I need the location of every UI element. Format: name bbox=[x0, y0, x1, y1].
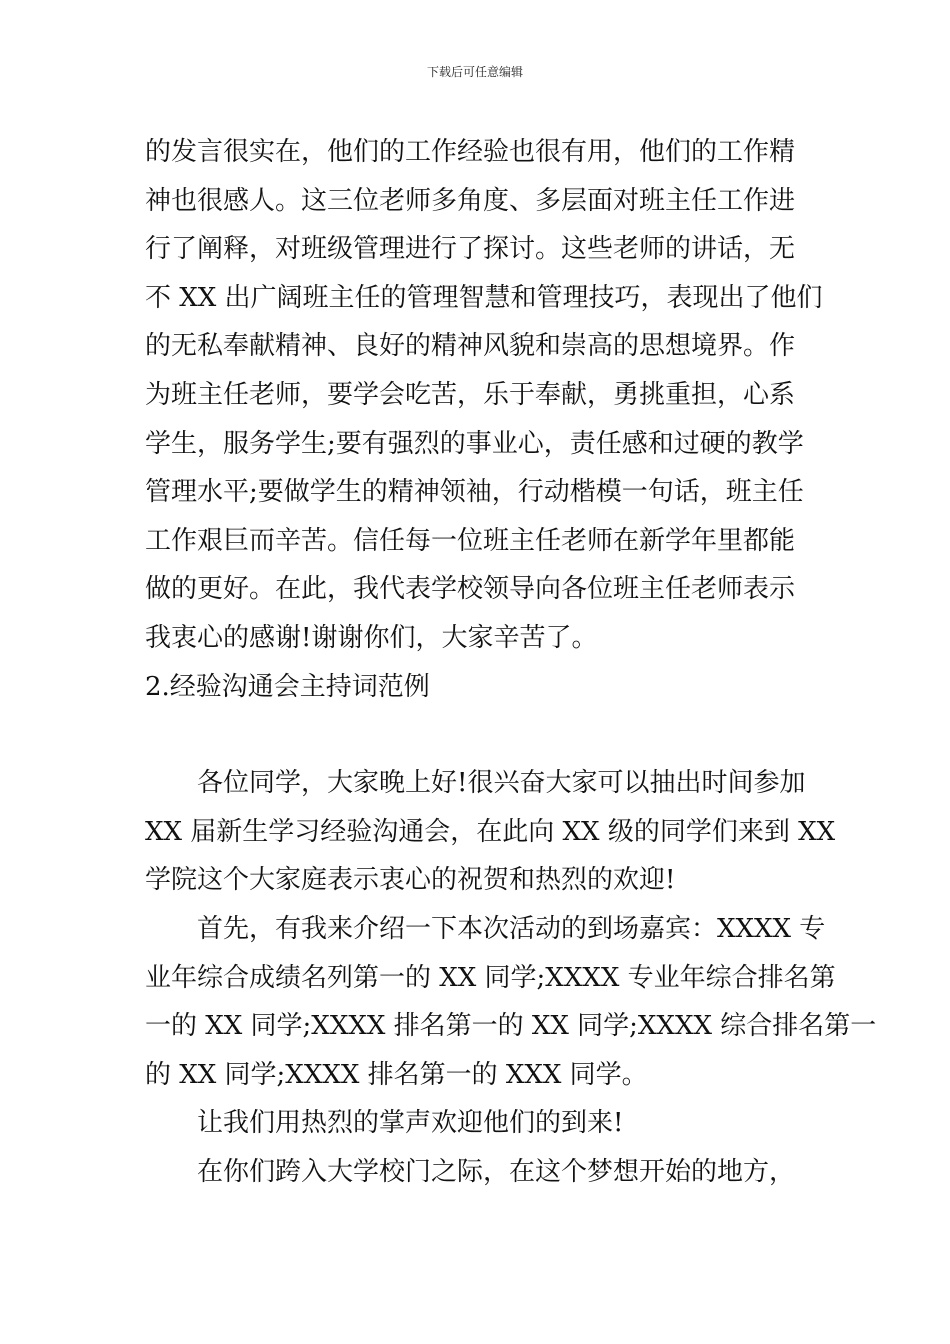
text-line: 的发言很实在，他们的工作经验也很有用，他们的工作精 bbox=[145, 137, 796, 167]
text-line: 学生，服务学生;要有强烈的事业心，责任感和过硬的教学 bbox=[145, 428, 804, 459]
text-line: 的无私奉献精神、良好的精神风貌和崇高的思想境界。作 bbox=[145, 331, 796, 362]
paragraph-3 bbox=[145, 905, 877, 1099]
paragraph-1 bbox=[145, 128, 823, 663]
paragraph-5 bbox=[145, 1148, 810, 1197]
text-line: 工作艰巨而辛苦。信任每一位班主任老师在新学年里都能 bbox=[145, 525, 796, 556]
document-body bbox=[145, 128, 877, 1196]
text-line: 业年综合成绩名列第一的 XX 同学;XXXX 专业年综合排名第 bbox=[145, 962, 836, 993]
text-line: 行了阐释，对班级管理进行了探讨。这些老师的讲话，无 bbox=[145, 234, 796, 265]
text-line: 各位同学，大家晚上好!很兴奋大家可以抽出时间参加 bbox=[197, 768, 806, 799]
text-line: 学院这个大家庭表示衷心的祝贺和热烈的欢迎! bbox=[145, 865, 676, 896]
text-line: 一的 XX 同学;XXXX 排名第一的 XX 同学;XXXX 综合排名第一 bbox=[145, 1011, 877, 1042]
section-heading: 2.经验沟通会主持词范例 bbox=[145, 671, 430, 702]
page-header: 下载后可任意编辑 bbox=[426, 65, 523, 79]
text-line: 在你们跨入大学校门之际，在这个梦想开始的地方， bbox=[197, 1156, 796, 1187]
paragraph-2 bbox=[145, 759, 836, 905]
paragraph-4 bbox=[145, 1099, 810, 1148]
text-line: 管理水平;要做学生的精神领袖，行动楷模一句话，班主任 bbox=[145, 477, 804, 508]
text-line: 我衷心的感谢!谢谢你们，大家辛苦了。 bbox=[145, 622, 598, 653]
text-line: 做的更好。在此，我代表学校领导向各位班主任老师表示 bbox=[145, 574, 796, 605]
text-line: 首先，有我来介绍一下本次活动的到场嘉宾：XXXX 专 bbox=[197, 913, 826, 944]
text-line: 让我们用热烈的掌声欢迎他们的到来! bbox=[197, 1108, 624, 1139]
text-line: 为班主任老师，要学会吃苦，乐于奉献，勇挑重担，心系 bbox=[145, 379, 796, 410]
text-line: 神也很感人。这三位老师多角度、多层面对班主任工作进 bbox=[145, 185, 796, 216]
text-line: 不 XX 出广阔班主任的管理智慧和管理技巧，表现出了他们 bbox=[145, 282, 823, 313]
blank-line bbox=[145, 711, 810, 759]
text-line: XX 届新生学习经验沟通会，在此向 XX 级的同学们来到 XX bbox=[145, 816, 836, 847]
text-line: 的 XX 同学;XXXX 排名第一的 XXX 同学。 bbox=[145, 1059, 648, 1090]
